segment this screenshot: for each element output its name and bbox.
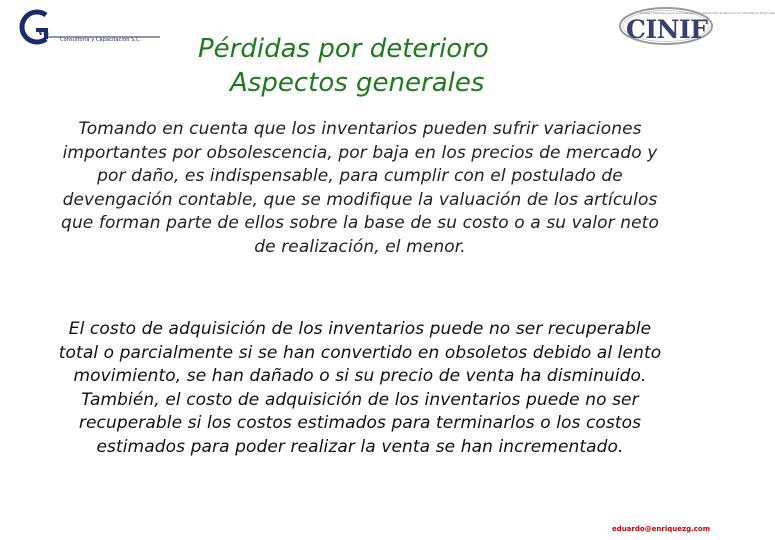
cinif-logo (618, 6, 775, 46)
slide-title-line2: Aspectos generales (230, 68, 485, 98)
slide-title-line1: Pérdidas por deterioro (198, 34, 489, 64)
gva-logo (12, 8, 162, 52)
slide-title (150, 32, 590, 100)
cinif-tagline: Consejo Mexicano para la Investigación y Desarrollo de Normas de Información Financiera (640, 11, 775, 15)
gva-caption: Consultoría y Capacitación S.C. (60, 37, 142, 43)
footer-email-link[interactable]: eduardo@enriquezg.com (611, 525, 710, 533)
body-paragraph-2: El costo de adquisición de los inventarios puede no ser recuperable total o parcialmente si se han convertido en obsoletos debido al lento movimiento, se han dañado o si su precio de venta ha disminuido. También, el costo de adquisición de los inventarios puede no ser recuperable si los costos estimados para terminarlos o los costos estimados para poder realizar la venta se han incrementado. (58, 319, 662, 457)
gva-logo-graphic (12, 8, 162, 52)
gva-sub-text: va (38, 28, 50, 38)
cinif-wordmark: CINIF (626, 15, 708, 44)
body-paragraph-1: Tomando en cuenta que los inventarios pueden sufrir variaciones importantes por obsolescencia, por baja en los precios de mercado y por daño, es indispensable, para cumplir con el postulado de devengación contable, que se modifique la valuación de los artículos que forman parte de ellos sobre la base de su costo o a su valor neto de realización, el menor. (61, 119, 659, 257)
